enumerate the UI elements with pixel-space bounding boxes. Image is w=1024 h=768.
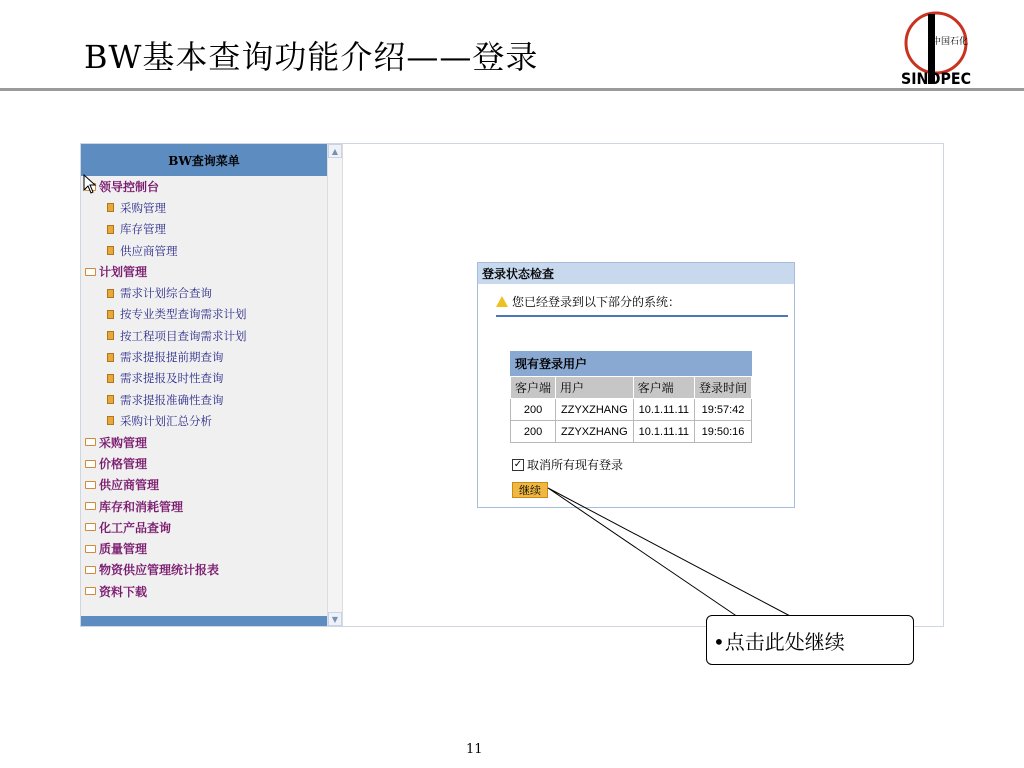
continue-button[interactable]: 继续 xyxy=(512,482,548,498)
table-cell: 200 xyxy=(511,399,556,421)
scroll-up-icon[interactable]: ▲ xyxy=(328,144,342,158)
menu-item-label: 领导控制台 xyxy=(99,180,160,195)
menu-item-label: 计划管理 xyxy=(99,265,148,280)
logout-all-checkbox[interactable]: ✓ xyxy=(513,458,523,470)
menu-item-label: 供应商管理 xyxy=(99,478,160,493)
menu-item-label: 资料下载 xyxy=(99,584,148,599)
menu-item-label: 物资供应管理统计报表 xyxy=(99,563,220,578)
table-cell: ZZYXZHANG xyxy=(556,399,634,421)
table-caption: 现有登录用户 xyxy=(510,351,752,376)
menu-item-label: 采购管理 xyxy=(99,435,148,450)
table-cell: ZZYXZHANG xyxy=(556,421,634,443)
column-header: 用户 xyxy=(556,377,634,399)
logo-wordmark: SINOPEC xyxy=(901,69,971,86)
menu-item-label: 需求提报提前期查询 xyxy=(120,350,224,365)
scroll-down-icon[interactable]: ▼ xyxy=(328,612,342,626)
menu-item-label: 质量管理 xyxy=(99,542,148,557)
menu-item-label: 采购计划汇总分析 xyxy=(120,413,212,428)
logout-all-label: 取消所有现有登录 xyxy=(527,458,624,472)
menu-item-label: 价格管理 xyxy=(99,457,148,471)
menu-item-label: 化工产品查询 xyxy=(99,520,172,535)
table-cell: 19:57:42 xyxy=(695,399,752,421)
column-header: 客户端 xyxy=(511,377,556,399)
column-header: 登录时间 xyxy=(695,377,752,399)
table-cell: 10.1.11.11 xyxy=(633,399,694,421)
menu-item-label: 按专业类型查询需求计划 xyxy=(120,307,247,322)
dialog-title: 登录状态检查 xyxy=(478,263,794,284)
logo-mark: 中国石化 xyxy=(931,37,969,47)
menu-item-label: 库存和消耗管理 xyxy=(99,499,184,514)
table-cell: 200 xyxy=(511,421,556,443)
slide-title: BW基本查询功能介绍——登录 xyxy=(84,38,539,76)
column-header: 客户端 xyxy=(633,377,694,399)
menu-item-label: 供应商管理 xyxy=(120,243,178,258)
table-cell: 19:50:16 xyxy=(695,421,752,443)
menu-item-label: 需求提报及时性查询 xyxy=(120,371,224,386)
menu-item-label: 库存管理 xyxy=(120,222,166,237)
menu-item-label: 按工程项目查询需求计划 xyxy=(120,328,247,343)
menu-item-label: 需求计划综合查询 xyxy=(120,286,212,301)
dialog-message: 您已经登录到以下部分的系统： xyxy=(512,295,681,309)
callout-note: •点击此处继续 xyxy=(706,615,914,665)
table-cell: 10.1.11.11 xyxy=(633,421,694,443)
menu-header: BW查询菜单 xyxy=(81,144,327,176)
page-number: 11 xyxy=(466,742,483,757)
menu-item-label: 需求提报准确性查询 xyxy=(120,392,224,407)
menu-item-label: 采购管理 xyxy=(120,200,166,215)
